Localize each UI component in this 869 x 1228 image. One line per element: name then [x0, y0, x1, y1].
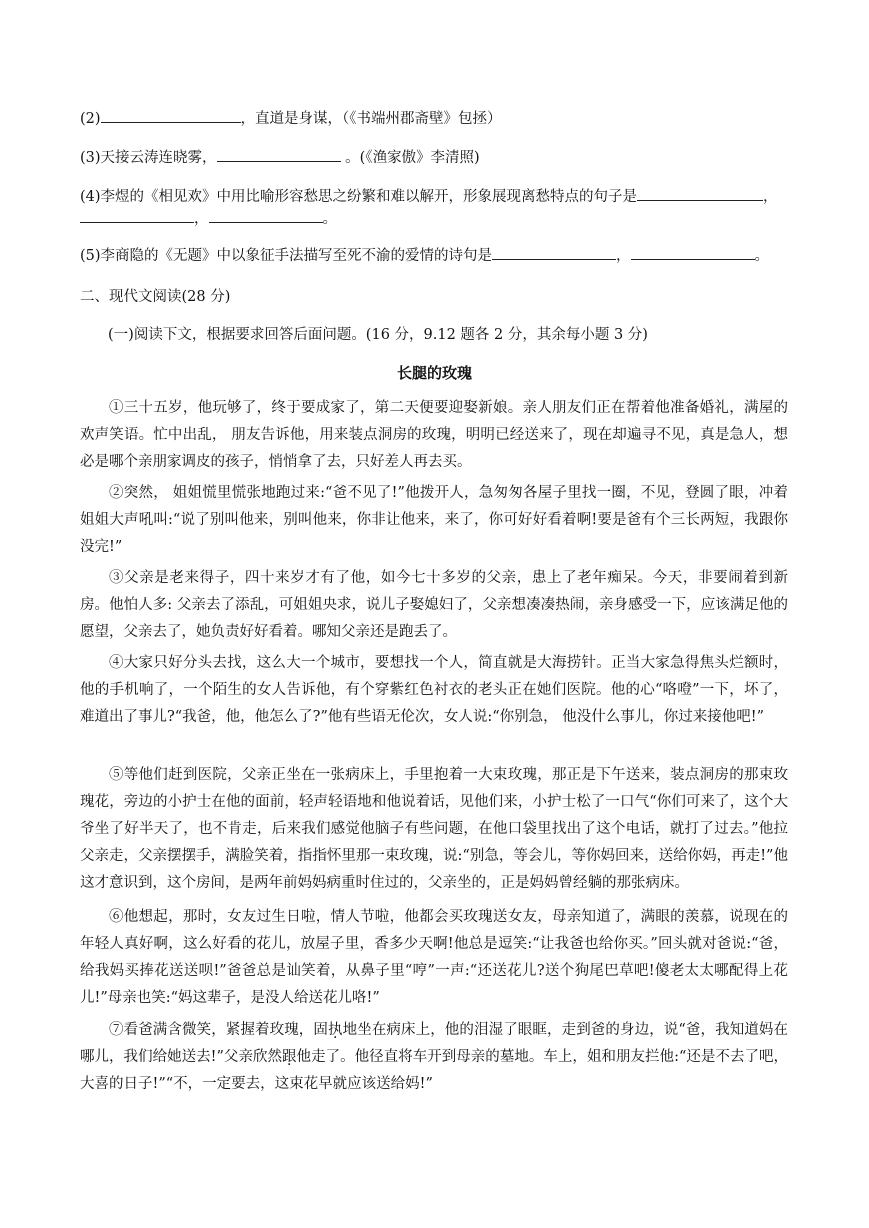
question-2	[80, 108, 502, 130]
answer-blank[interactable]	[209, 208, 323, 223]
answer-blank[interactable]	[80, 208, 194, 223]
question-3-source: 。(《渔家傲》李清照)	[340, 150, 480, 166]
paragraph-7-part: 执地坐在病床上，他的泪湿了眼眶，走到爸的身边，说“爸，我知道妈在哪儿，我们给她送去!”父亲欣	[80, 1022, 789, 1065]
emphasized-char: 然	[267, 1049, 283, 1065]
question-2-text: ，直道是身谋，（《书端州郡斋壁》包拯）	[240, 111, 502, 127]
paragraph-6: ⑥他想起，那时，女友过生日啦，情人节啦，他都会买玫瑰送女友，母亲知道了，满眼的羡慕，说现在的年轻人真好啊，这么好看的花儿，放屋子里，香多少天啊!他总是逗笑:“让我爸也给你买。”回头就对爸说:“爸，给我妈买捧花送送呗!”爸爸总是讪笑着，从鼻子里“哼”一声:“还送花儿?送个狗尾巴草吧!傻老太太哪配得上花儿!”母亲也笑:“妈这辈子，是没人给送花儿咯!”	[80, 909, 788, 1006]
paragraph-7-part: ⑦看爸满含微笑，紧握着玫瑰，	[109, 1022, 314, 1038]
paragraph-3: ③父亲是老来得子，四十来岁才有了他，如今七十多岁的父亲，患上了老年痴呆。今天，非要闹着到新房。他怕人多: 父亲去了添乱，可姐姐央求，说儿子娶媳妇了，父亲想凑凑热闹，亲身感受一下，应该满足他的愿望，父亲去了，她负责好好看着。哪知父亲还是跑丢了。	[80, 570, 788, 640]
question-3	[80, 147, 480, 169]
answer-blank[interactable]	[631, 245, 755, 260]
question-2-number: (2)	[80, 111, 101, 127]
paragraph-2: ②突然， 姐姐慌里慌张地跑过来:“爸不见了!”他拨开人，急匆匆各屋子里找一圈，不见，登圆了眼，冲着姐姐大声吼叫:“说了别叫他来，别叫他来，你非让他来，来了，你可好好看着啊!要是爸有个三长两短，我跟你没完!”	[80, 485, 788, 555]
question-5-text: (5)李商隐的《无题》中以象征手法描写至死不渝的爱情的诗句是	[80, 248, 493, 264]
paragraph-7	[80, 1017, 788, 1098]
punctuation: ，	[763, 189, 778, 205]
question-5	[80, 245, 769, 267]
paragraph-7-part: 跟他走了。他径直将车开到母亲的墓地。车上，姐和朋友拦他:“还是不去了吧，大喜的日子!”“不，一定要去，这束花早就应该送给妈!”	[80, 1049, 789, 1092]
passage-title: 长腿的玫瑰	[396, 364, 472, 382]
paragraph-1: ①三十五岁，他玩够了，终于要成家了，第二天便要迎娶新娘。亲人朋友们正在帮着他准备婚礼，满屋的欢声笑语。忙中出乱， 朋友告诉他，用来装点洞房的玫瑰，明明已经送来了，现在却遍寻不见，真是急人，想必是哪个亲朋家调皮的孩子，悄悄拿了去，只好差人再去买。	[80, 400, 788, 470]
question-4-line1	[80, 186, 778, 208]
paragraph-4: ④大家只好分头去找，这么大一个城市，要想找一个人，简直就是大海捞针。正当大家急得焦头烂额时，他的手机响了，一个陌生的女人告诉他，有个穿紫红色衬衣的老头正在她们医院。他的心“咯噔”一下，坏了，难道出了事儿?“我爸，他，他怎么了?”他有些语无伦次，女人说:“你别急， 他没什么事儿，你过来接他吧!”	[80, 655, 788, 725]
punctuation: 。	[754, 248, 770, 264]
section-instructions: (一)阅读下文，根据要求回答后面问题。(16 分，9.12 题各 2 分，其余每小题 3 分)	[108, 327, 648, 343]
answer-blank[interactable]	[217, 147, 341, 162]
emphasized-char: 固	[313, 1022, 329, 1038]
answer-blank[interactable]	[492, 245, 616, 260]
paragraph-5: ⑤等他们赶到医院，父亲正坐在一张病床上，手里抱着一大束玫瑰，那正是下午送来，装点洞房的那束玫瑰花，旁边的小护士在他的面前，轻声轻语地和他说着话，见他们来，小护士松了一口气“你们可来了，这个大爷坐了好半天了，也不肯走，后来我们感觉他脑子有些问题，在他口袋里找出了这个电话，就打了过去。”他拉父亲走，父亲摆摆手，满脸笑着，指指怀里那一束玫瑰，说:“别急，等会儿，等你妈回来，送给你妈，再走!”他这才意识到，这个房间，是两年前妈妈病重时住过的，父亲坐的，正是妈妈曾经躺的那张病床。	[80, 767, 788, 891]
answer-blank[interactable]	[637, 186, 763, 201]
section-heading: 二、现代文阅读(28 分)	[80, 289, 231, 305]
answer-blank[interactable]	[101, 108, 241, 123]
punctuation: ，	[616, 248, 631, 264]
punctuation: 。	[322, 211, 337, 227]
question-4-text: (4)李煜的《相见欢》中用比喻形容愁思之纷繁和难以解开，形象展现离愁特点的句子是	[80, 189, 638, 205]
punctuation: ，	[194, 211, 209, 227]
question-4-line2	[80, 208, 337, 230]
question-3-text: (3)天接云涛连晓雾，	[80, 150, 217, 166]
